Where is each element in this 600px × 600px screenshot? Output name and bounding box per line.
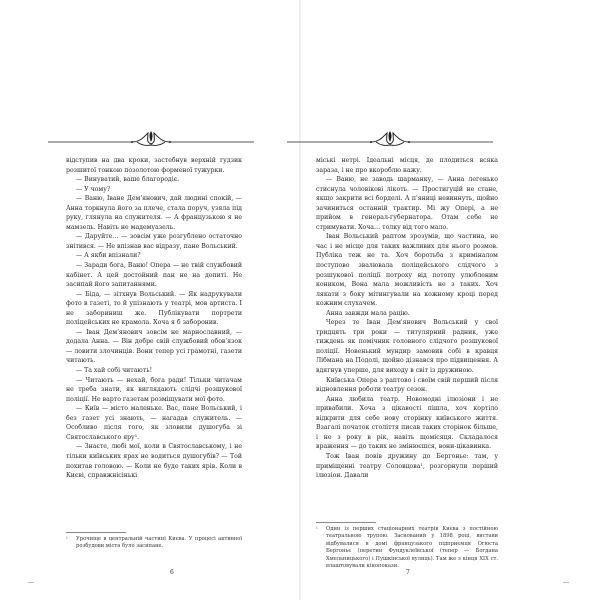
- paragraph: Іван Вольський раптом зрозумів, що частина, не час і не місце для таких важливих для нього розмов. Публіка теж не та. Хоч боротьба з криміналом поступово звалювала поліцейського слідчого з розшукової поліції потроху від потопу улюбленим коником, Вона мала можливість не з таких. Хоч лякати з боку мітингували на кожному кроці перед кожним слухачем.: [316, 233, 498, 308]
- left-body-text: [66, 156, 242, 481]
- edge-mark: [563, 582, 569, 583]
- paragraph: Анна завжди мала рацію.: [326, 309, 410, 317]
- paragraph: — Київ — місто маленьке. Вас, пане Вольський, і без газет усі знають, — нагадав служитель. — Особливо після того, як зловили душогуба зі Святославського яру¹.: [66, 405, 242, 441]
- footnote: [316, 526, 498, 570]
- paragraph: відступив на два кроки, застебнув верхній гудзик розшитої тонкою позолотою форменої тужурки.: [66, 157, 242, 174]
- paragraph: — Ваню, не заводь шарманку, — Анна легенько стиснула чоловікові лікоть. — Простигуцій не стане, якщо закрити всі борделі. А п'яниці невиннуть, щойно зачиниться останній трактир. Мі жу Опері, а не прийом в генерал-губернатора. Отам себе не стримувати. Хоча… толку від того мало.: [316, 176, 498, 231]
- footnote-rule: [66, 532, 126, 533]
- paragraph: — Винуватий, ваше благородіє.: [76, 176, 180, 184]
- footnote-marker: ¹: [66, 537, 68, 542]
- paragraph: — Заради бога, Ваню! Опера — не твій службовий кабінет. А цей достойний пан не на допиті. Не засипай його запитаннями.: [66, 262, 242, 289]
- paragraph: міські нетрі. Ідеальні місця, де плодиться всяка зараза, і не про вкороблю кажу.: [316, 157, 498, 174]
- paragraph: — Ваню, Іване Дем'янович, дай людині спокій, — Анна торкнула його за плече, стала поруч, узяла під руку, глянула на служителя. — А французькою я не мамзель. Навіть не мадемуазель.: [66, 195, 242, 231]
- footnote-marker: ¹: [316, 527, 318, 532]
- footnote: [66, 536, 242, 551]
- left-footnotes: [66, 536, 242, 551]
- paragraph: Анна любила театр. Новомодні ілюзіони і не привабили. Хоча з цікавості пішла, хоч кортіло відкрити для себе нову сторінку київського життя. Взагалі початок століття писав таких сторінок більше, і не з року в рік, навіть щомісяця. Складалося враження — до таких не змінюєшся, вони-цікавинка.: [316, 395, 498, 451]
- right-body-text: [316, 156, 498, 481]
- right-page: [301, 0, 600, 600]
- footnote-text: Урочище в центральній частині Києва. У процесі активної розбудови міста було засипане.: [76, 536, 242, 550]
- flourish-icon: [279, 129, 501, 149]
- edge-mark: [28, 582, 34, 583]
- paragraph: — А якби впізнали?: [76, 252, 141, 260]
- paragraph: — Даруйте… — зовсім уже розгублено остаточно знітився. — Не впізнав вас відразу, пане Вольський.: [66, 233, 242, 250]
- paragraph: — Читають — нехай, бога ради! Тільки читачам не треба знати, як виглядають слідчі розшукової поліції. Не варто газетам розміщувати мої фото.: [66, 376, 242, 403]
- page-number-left: 6: [170, 569, 174, 576]
- paragraph: — Та хай собі читають!: [76, 367, 153, 375]
- page-number-right: 7: [406, 569, 410, 576]
- paragraph: — Біда, — зітхнув Вольський. — Як надрукували фото в газеті, то й упізнають у театрі, мов артиста. І не забориниш же. Публікувати портрети поліцейських не крамола. Хоча я б заборонив.: [66, 290, 242, 327]
- right-footnotes: [316, 526, 498, 570]
- paragraph: Київська Опера з раптово і своїм свій перший після відновлення роботи театру сезон.: [316, 376, 498, 394]
- paragraph: — У чому?: [76, 185, 111, 193]
- paragraph: Через те Іван Дем'янович Вольський у свої тридцять три роки — титулярний радник, уже тиждень як помічник головного слідчого розшукової поліції. Новенький мундир замовив собі в кравця Лібмана на Подолі, щойно дізнався про підвищення. А вдягнув уперше, для виходу в світ із дружиною.: [316, 319, 498, 375]
- ornament-divider: [40, 129, 262, 149]
- footnote-rule: [316, 522, 376, 523]
- paragraph: — Знаєте, любі мої, коли в Святославському, і не тільки київських ярах не водиться душогубів? — Той похитав головою. — Коли не буде таких ярів. Коли в Києві, справжнісінькі: [66, 443, 242, 480]
- paragraph: Тож Іван повів дружину до Бергонье: там, у приміщенні театру Соловцова¹, розгорнули перший ілюзіон. Давали: [316, 452, 498, 480]
- ornament-divider: [279, 129, 501, 149]
- flourish-icon: [40, 129, 262, 149]
- footnote-text: Один із перших стаціонарних театрів Києва з постійною театральною трупою. Заснований у 1898 році, вистави відбувалися в домі французького підприємця Огюста Бергоньє (перетин Фундуклеївської (тепер — Богдана Хмельницького) і Пушкінської вулиць). Там же з кінця XIX ст. влаштовували кінопокази.: [326, 526, 498, 570]
- paragraph: — Іван Дем'янович зовсім не марнославний, — додала Анна. — Він добре свій службовий обов'язок — ловити злочинців. Вони тепер усі грамотні, газети читають.: [66, 328, 242, 365]
